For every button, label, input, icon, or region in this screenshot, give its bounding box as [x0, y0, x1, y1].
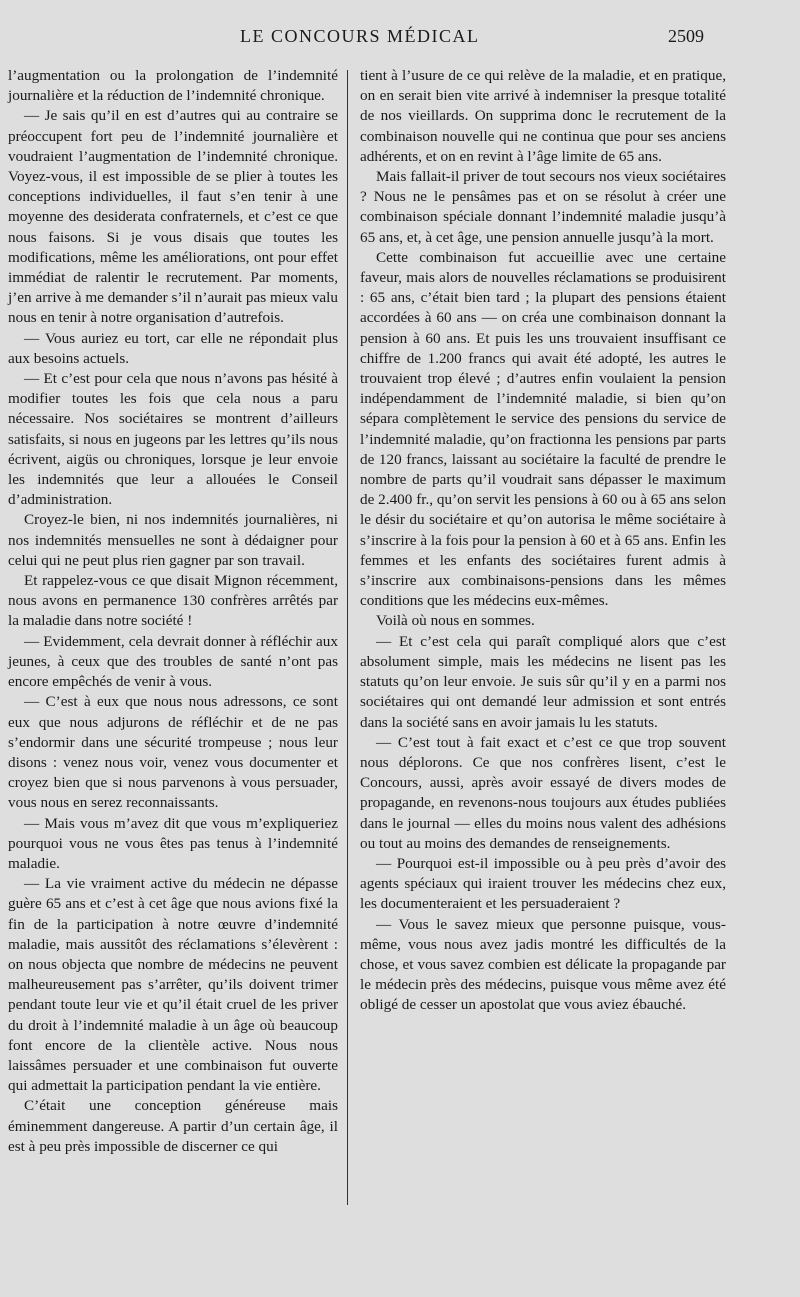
paragraph: Et rappelez-vous ce que disait Mignon récemment, nous avons en permanence 130 confrères arrêtés par la maladie dans notre société ! [8, 572, 338, 630]
paragraph: l’augmentation ou la prolongation de l’indemnité journalière et la réduction de l’indemnité chronique. [8, 67, 338, 105]
left-column [8, 66, 338, 1157]
paragraph: C’était une conception généreuse mais éminemment dangereuse. A partir d’un certain âge, il est à peu près impossible de discerner ce qui [8, 1097, 338, 1155]
paragraph: — Vous auriez eu tort, car elle ne répondait plus aux besoins actuels. [8, 329, 338, 367]
paragraph: — Et c’est cela qui paraît compliqué alors que c’est absolument simple, mais les médecins ne lisent pas les statuts qu’on leur envoie. Je suis sûr qu’il y en a parmi nos sociétaires qui ont demandé leur admission et sont entrés dans la société sans en avoir jamais lu les statuts. [360, 632, 726, 731]
column-divider [347, 70, 348, 1205]
paragraph: — Pourquoi est-il impossible ou à peu près d’avoir des agents spéciaux qui iraient trouver les médecins chez eux, les documenteraient et les persuaderaient ? [360, 854, 726, 913]
paragraph: — Evidemment, cela devrait donner à réfléchir aux jeunes, à ceux que des troubles de santé n’ont pas encore empêchés de venir à vous. [8, 632, 338, 691]
running-title: LE CONCOURS MÉDICAL [240, 26, 480, 46]
page-number: 2509 [668, 26, 704, 46]
right-column [360, 66, 726, 1016]
paragraph: Cette combinaison fut accueillie avec une certaine faveur, mais alors de nouvelles réclamations se produisirent : 65 ans, c’était bien tard ; la plupart des pensions étaient accordées à 60 ans — on créa une combinaison donnant la pension à 60 ans. Et puis les uns trouvaient insuffisant ce chiffre de 1.200 francs qui avait été adopté, les autres le trouvaient trop élevé ; d’autres enfin voulaient la pension indépendamment de l’indemnité maladie, si bien qu’on sépara complètement le service des pensions du service de l’indemnité maladie, qu’on fractionna les pensions par parts de 120 francs, laissant au sociétaire la faculté de prendre le nombre de parts qu’il voudrait sans dépasser le maximum de 2.400 fr., qu’on servit les pensions à 60 ou à 65 ans selon le désir du sociétaire et qu’on autorisa le même sociétaire à s’inscrire à la fois pour la pension à 60 et à 65 ans. Enfin les femmes et les enfants des sociétaires furent admis à s’inscrire aux combinaisons-pensions dans les mêmes conditions que les médecins eux-mêmes. [360, 248, 726, 610]
paragraph: Voilà où nous en sommes. [376, 612, 535, 630]
paragraph: Croyez-le bien, ni nos indemnités journalières, ni nos indemnités mensuelles ne sont à dédaigner pour celui qui ne peut plus rien gagner par son travail. [8, 511, 338, 569]
paragraph: — Mais vous m’avez dit que vous m’expliqueriez pourquoi vous ne vous êtes pas tenus à l’indemnité maladie. [8, 814, 338, 872]
paragraph: — Et c’est pour cela que nous n’avons pas hésité à modifier toutes les fois que cela nous a paru nécessaire. Nos sociétaires se montrent d’ailleurs satisfaits, si nous en jugeons par les lettres qu’ils nous écrivent, aigüs ou chroniques, lorsque je leur envoie les indemnités que leur a allouées le Conseil d’administration. [8, 370, 338, 509]
paragraph: — Je sais qu’il en est d’autres qui au contraire se préoccupent fort peu de l’indemnité journalière et voudraient l’augmentation de l’indemnité chronique. Voyez-vous, il est impossible de se plier à toutes les conceptions individuelles, il faut s’en tenir à une moyenne des desiderata confraternels, et c’est ce que nous faisons. Si je vous disais que toutes les modifications, même les améliorations, ont pour effet immédiat de ralentir le recrutement. Par moments, j’en arrive à me demander s’il n’aurait pas mieux valu nous en tenir à notre organisation d’autrefois. [8, 107, 338, 327]
paragraph: — C’est tout à fait exact et c’est ce que trop souvent nous déplorons. Ce que nos confrères lisent, c’est le Concours, aussi, après avoir essayé de divers modes de propagande, en revenons-nous toujours aux études publiées dans le journal — elles du moins nous valent des adhésions ou tout au moins des demandes de renseignements. [360, 733, 726, 852]
paragraph: tient à l’usure de ce qui relève de la maladie, et en pratique, on en serait bien vite arrivé à indemniser la presque totalité de nos vieillards. On supprima donc le recrutement de la combinaison nouvelle qui ne continua que pour ses anciens adhérents, et on en revint à l’âge limite de 65 ans. [360, 67, 726, 165]
paragraph: — C’est à eux que nous nous adressons, ce sont eux que nous adjurons de réfléchir et de ne pas s’endormir dans une sécurité trompeuse ; nous leur disons : venez nous voir, venez vous documenter et croyez bien que si nous parvenons à vous persuader, vous nous en serez reconnaissants. [8, 693, 338, 812]
paragraph: Mais fallait-il priver de tout secours nos vieux sociétaires ? Nous ne le pensâmes pas et on se résolut à créer une combinaison spéciale donnant l’indemnité maladie jusqu’à 65 ans, et, à cet âge, une pension annuelle jusqu’à la mort. [360, 168, 726, 246]
page-header [0, 26, 800, 48]
paragraph: — Vous le savez mieux que personne puisque, vous-même, vous nous avez jadis montré les difficultés de la chose, et vous savez combien est délicate la propagande par le médecin près des médecins, puisque vous même avez été obligé de cesser un apostolat que vous aviez ébauché. [360, 915, 726, 1014]
paragraph: — La vie vraiment active du médecin ne dépasse guère 65 ans et c’est à cet âge que nous avions fixé la fin de la participation à notre œuvre d’indemnité maladie, mais aussitôt des réclamations s’élevèrent : on nous objecta que nombre de médecins ne peuvent malheureusement pas s’arrêter, qu’ils doivent trimer pendant toute leur vie et qu’il était cruel de les priver du droit à l’indemnité maladie à un âge où beaucoup font encore de la clientèle active. Nous nous laissâmes persuader et une combinaison fut ouverte qui admettait la participation pendant la vie entière. [8, 875, 338, 1095]
